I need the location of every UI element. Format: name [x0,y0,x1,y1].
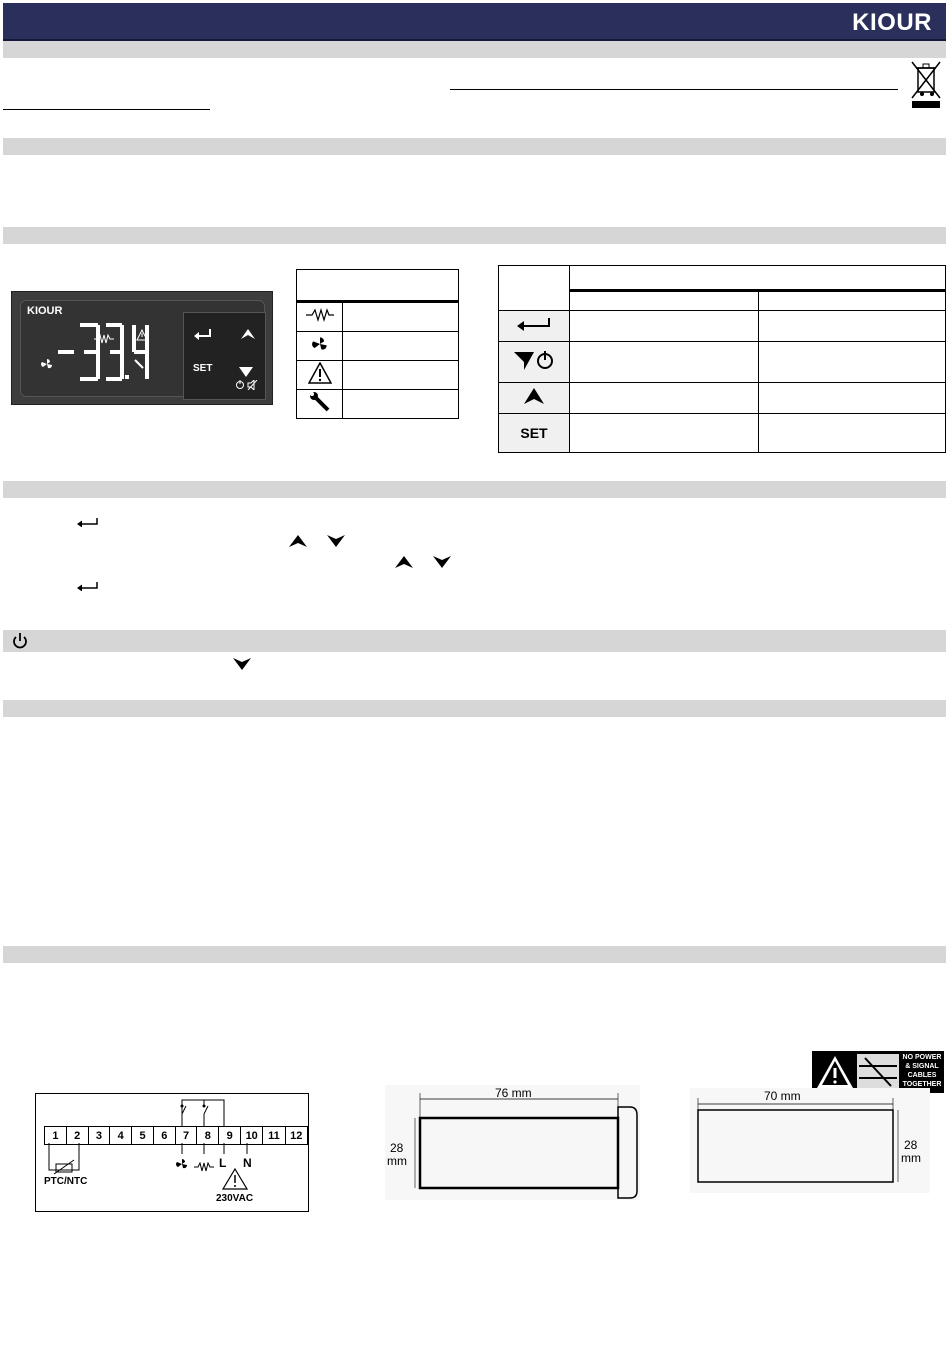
keys-desc-set-2 [759,414,946,453]
enter-key-icon [517,317,551,331]
keys-desc-up-2 [759,383,946,414]
cutout-height-value: 28 [904,1138,918,1152]
icons-table [296,269,459,419]
panel-brand: KIOUR [27,305,63,317]
side-dimension-drawing [385,1085,640,1200]
down-key-icon [326,534,346,553]
power-icon [11,632,29,655]
height-dimension-value: 28 [390,1141,404,1155]
voltage-label: 230VAC [216,1193,254,1204]
keys-desc-down-2 [759,342,946,383]
icons-table-header [297,270,459,302]
weee-bin-icon [908,60,944,110]
keys-desc-enter-2 [759,311,946,342]
wiring-diagram [35,1093,309,1212]
up-key-icon[interactable] [240,327,256,345]
terminal: 12 [285,1127,307,1145]
terminal: 11 [263,1127,285,1145]
line-terminal-label: L [219,1156,227,1170]
warning-triangle-icon [222,1168,248,1195]
section-bar-6 [3,700,946,717]
up-key-icon [523,387,545,405]
cutout-outline [690,1088,930,1193]
icons-row-wrench [297,390,343,419]
icons-row-alarm [297,361,343,390]
icons-desc-wrench [343,390,459,419]
keys-desc-up-1 [570,383,759,414]
warning-triangle-icon [815,1054,855,1090]
keys-row-enter [499,311,570,342]
terminal: 6 [153,1127,175,1145]
terminal: 2 [66,1127,88,1145]
cable-graphic [857,1054,899,1090]
down-key-icon [232,657,252,676]
icons-desc-heater [343,302,459,332]
cable-warning-sign [812,1051,944,1093]
section-bar-1 [3,41,946,58]
panel-keypad [183,312,266,400]
keys-row-down-power [499,342,570,383]
set-key[interactable]: SET [193,363,213,374]
enter-key-icon [77,578,99,596]
heater-icon [194,1159,214,1177]
terminal: 4 [110,1127,132,1145]
up-key-icon [288,534,308,553]
keys-desc-down-1 [570,342,759,383]
cutout-dimension-drawing [690,1088,930,1193]
fan-icon [41,357,53,375]
brand-logo: KIOUR [852,9,932,36]
down-power-key-icon [512,348,556,372]
terminal: 7 [175,1127,197,1145]
section-bar-power [3,630,946,652]
neutral-terminal-label: N [243,1156,252,1170]
side-outline [385,1085,640,1200]
keys-row-set: SET [499,414,570,453]
warning-sign-text: NO POWER & SIGNAL CABLES TOGETHER [902,1054,942,1088]
keys-desc-enter-1 [570,311,759,342]
icons-desc-alarm [343,361,459,390]
section-bar-3 [3,227,946,244]
icons-row-heater [297,302,343,332]
wrench-icon [309,391,331,413]
keys-desc-set-1 [570,414,759,453]
section-bar-2 [3,138,946,155]
enter-key-icon [77,514,99,532]
keys-table-corner [499,266,570,311]
enter-key-icon[interactable] [194,327,212,345]
underline-1 [450,89,898,90]
underline-2 [3,109,210,110]
lcd-digit-display [54,321,149,391]
panel-bezel [20,300,265,397]
heater-icon [306,308,334,322]
height-dimension-unit: mm [387,1154,407,1168]
up-key-icon [394,555,414,574]
cutout-width-label: 70 mm [764,1089,801,1103]
power-mute-icon [236,377,258,395]
keys-table [498,265,946,453]
keys-col-header-1 [570,290,759,310]
fan-icon [312,336,328,352]
sensor-label: PTC/NTC [44,1176,88,1187]
icons-desc-fan [343,332,459,361]
alarm-icon [308,362,332,384]
header-bar [3,3,946,41]
keys-col-header-2 [759,290,946,310]
down-key-icon [432,555,452,574]
terminal: 1 [45,1127,67,1145]
keys-table-header [570,266,946,291]
wiring-lines [36,1094,308,1211]
terminal: 8 [197,1127,219,1145]
controller-front-panel [11,291,273,405]
cutout-height-unit: mm [901,1151,921,1165]
section-bar-4 [3,481,946,498]
keys-row-up [499,383,570,414]
width-dimension-label: 76 mm [495,1086,532,1100]
terminal: 10 [241,1127,263,1145]
terminal: 9 [219,1127,241,1145]
section-bar-7 [3,946,946,963]
terminal: 5 [132,1127,154,1145]
terminal: 3 [88,1127,110,1145]
fan-icon [176,1157,188,1175]
icons-row-fan [297,332,343,361]
